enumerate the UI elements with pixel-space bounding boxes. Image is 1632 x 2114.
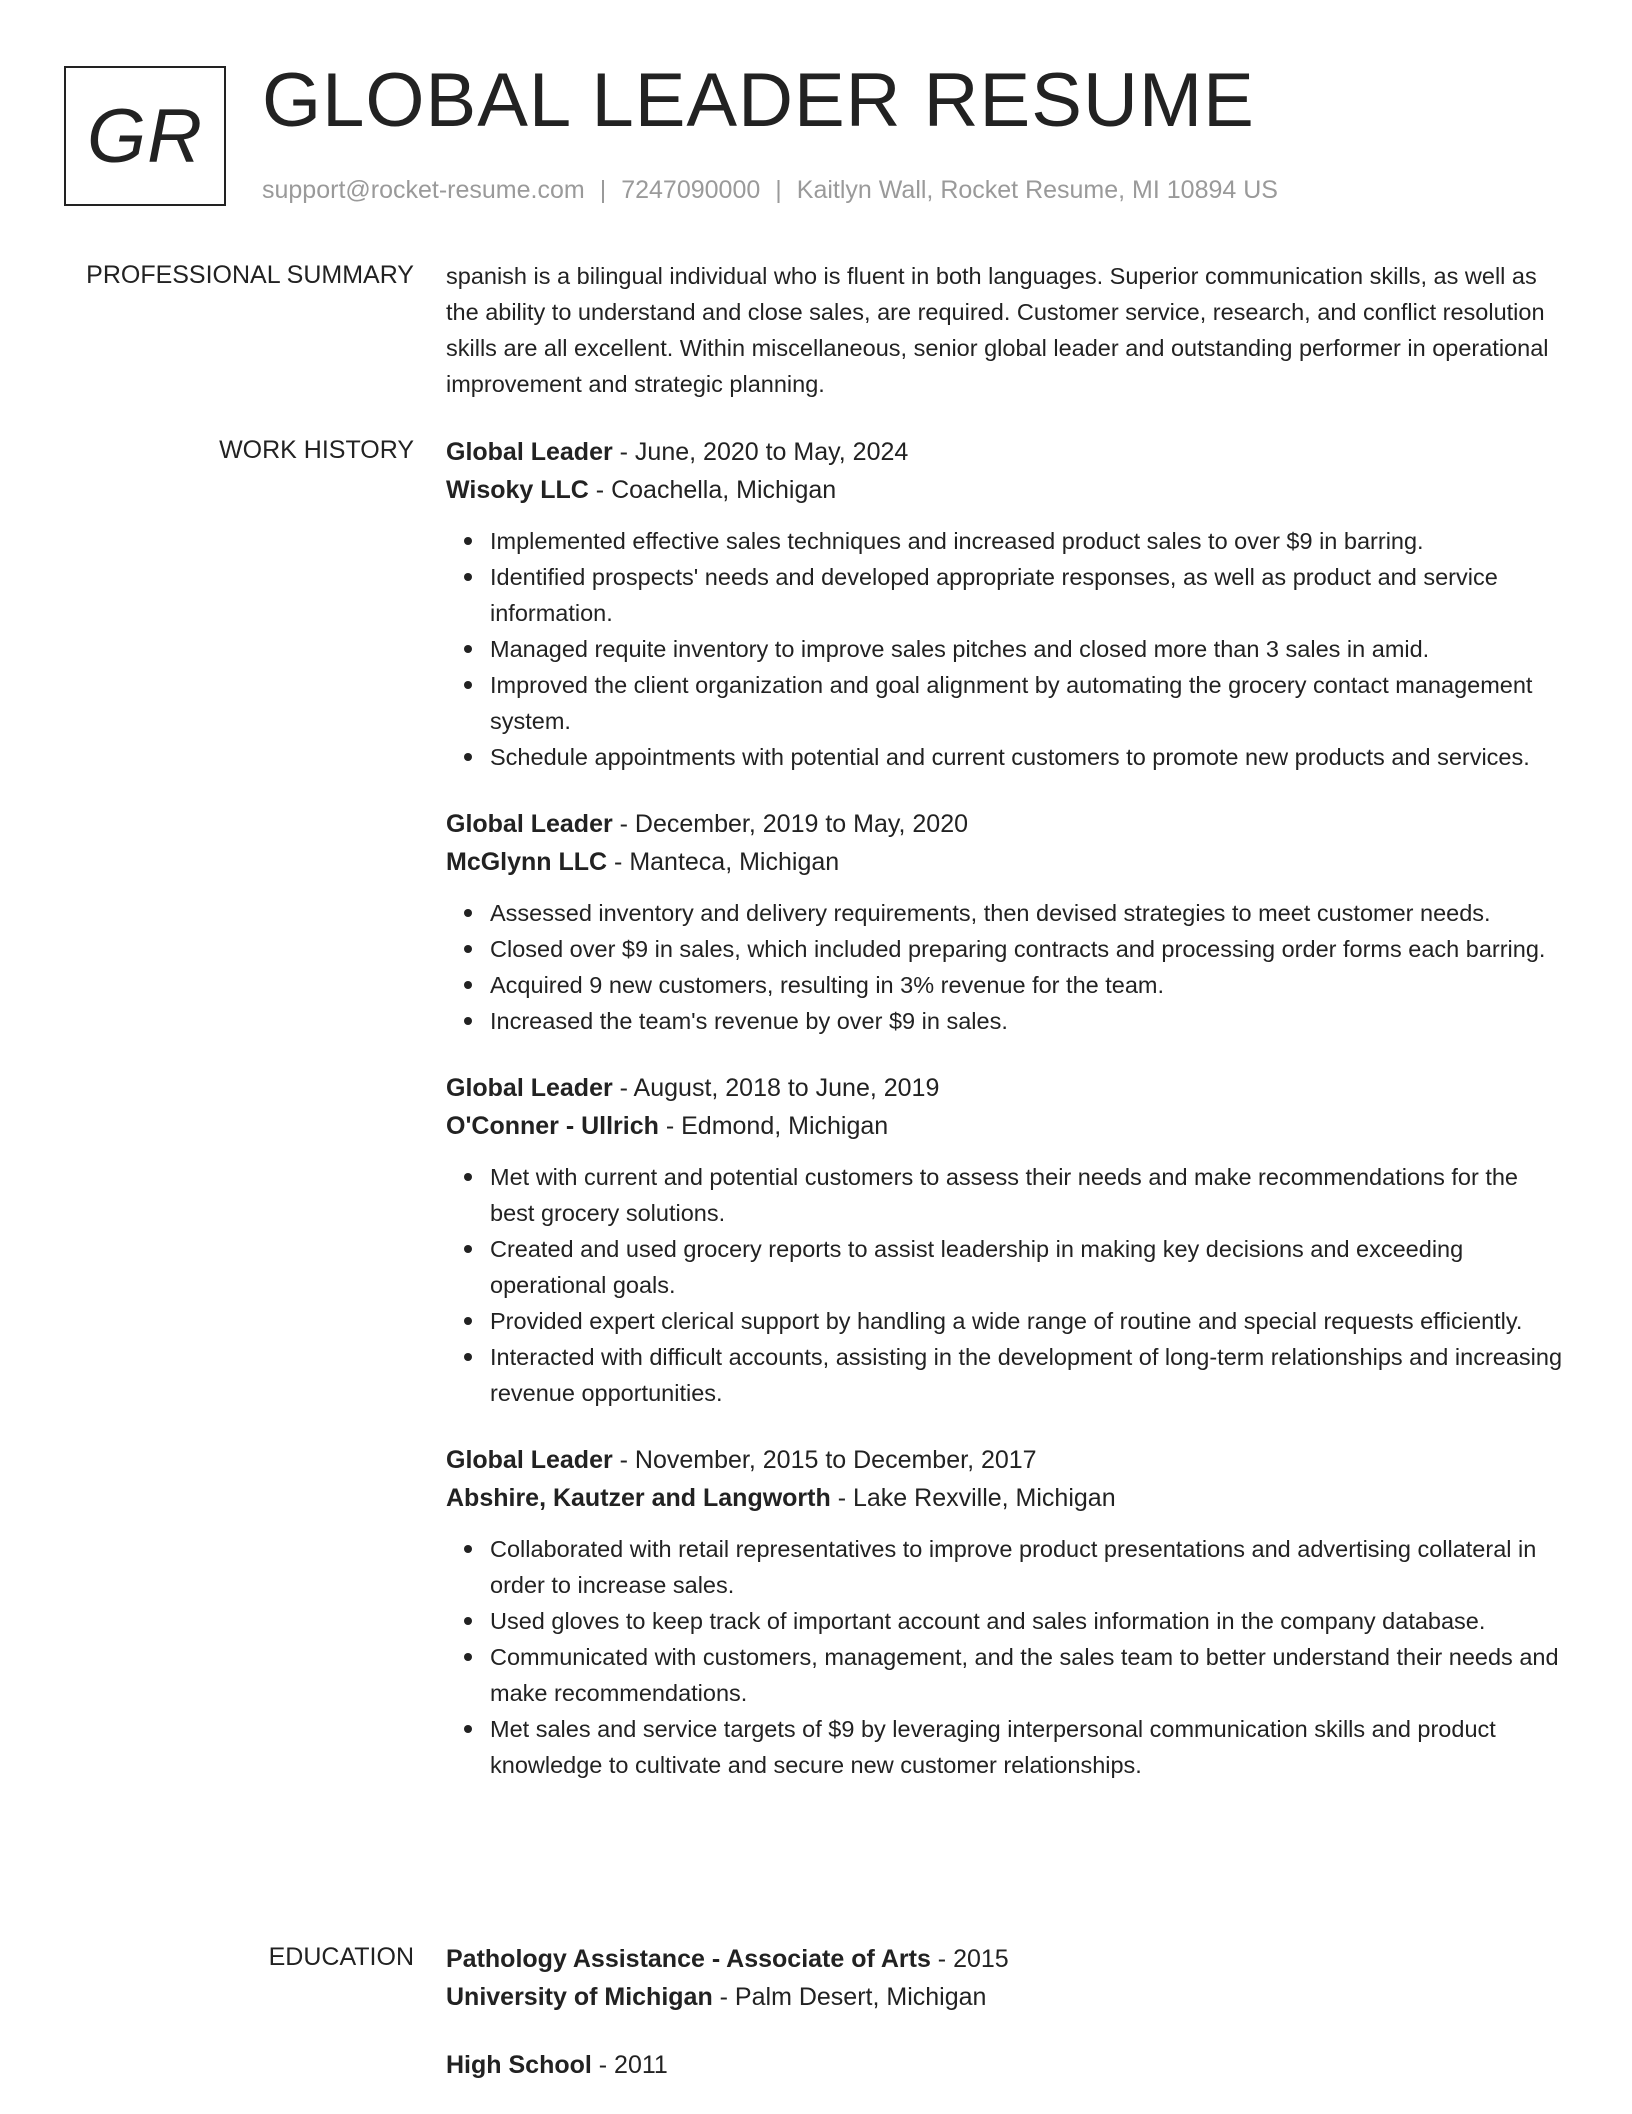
- contact-email: support@rocket-resume.com: [262, 176, 585, 204]
- job-entry: [446, 1069, 1564, 1411]
- job-bullet: Increased the team's revenue by over $9 in sales.: [490, 1003, 1564, 1039]
- job-entry: [446, 1441, 1564, 1783]
- job-bullet: Used gloves to keep track of important account and sales information in the company database.: [490, 1603, 1564, 1639]
- job-title-line: [446, 1069, 1564, 1107]
- education-body: [446, 1940, 1564, 2114]
- job-bullet: Communicated with customers, management, and the sales team to better understand their needs and make recommendations.: [490, 1639, 1564, 1711]
- education-degree: Pathology Assistance - Associate of Arts: [446, 1945, 931, 1973]
- job-title: Global Leader: [446, 1074, 613, 1102]
- page-title: GLOBAL LEADER RESUME: [262, 58, 1255, 143]
- summary-text: spanish is a bilingual individual who is fluent in both languages. Superior communication skills, as well as the ability to understand and close sales, are required. Customer service, research, and conflict resolution skills are all excellent. Within miscellaneous, senior global leader and outstanding performer in operational improvement and strategic planning.: [446, 263, 1549, 397]
- education-entry: [446, 2046, 1564, 2084]
- job-title-line: [446, 433, 1564, 471]
- job-company: O'Conner - Ullrich: [446, 1112, 659, 1140]
- job-title: Global Leader: [446, 438, 613, 466]
- job-title-line: [446, 1441, 1564, 1479]
- job-entry: [446, 805, 1564, 1039]
- education-location: - Palm Desert, Michigan: [712, 1983, 987, 2011]
- job-location: - Lake Rexville, Michigan: [830, 1484, 1116, 1512]
- education-degree-line: [446, 2046, 1564, 2084]
- job-company: Wisoky LLC: [446, 476, 589, 504]
- job-company-line: [446, 843, 1564, 881]
- job-company-line: [446, 1479, 1564, 1517]
- contact-line: [262, 174, 1278, 206]
- education-degree: High School: [446, 2051, 592, 2079]
- summary-heading: PROFESSIONAL SUMMARY: [86, 261, 414, 289]
- job-bullets: [446, 523, 1564, 775]
- job-title: Global Leader: [446, 810, 613, 838]
- job-company-line: [446, 1107, 1564, 1145]
- job-title-line: [446, 805, 1564, 843]
- job-title: Global Leader: [446, 1446, 613, 1474]
- education-school-line: [446, 1978, 1564, 2016]
- job-bullet: Interacted with difficult accounts, assisting in the development of long-term relationships and increasing revenue opportunities.: [490, 1339, 1564, 1411]
- monogram: GR: [64, 66, 226, 206]
- work-history-body: [446, 433, 1564, 1813]
- education-degree-line: [446, 1940, 1564, 1978]
- job-bullet: Implemented effective sales techniques and increased product sales to over $9 in barring.: [490, 523, 1564, 559]
- job-bullet: Created and used grocery reports to assist leadership in making key decisions and exceeding operational goals.: [490, 1231, 1564, 1303]
- job-dates: - June, 2020 to May, 2024: [612, 438, 909, 466]
- job-bullets: [446, 1531, 1564, 1783]
- job-bullets: [446, 1159, 1564, 1411]
- job-bullets: [446, 895, 1564, 1039]
- education-school: University of Michigan: [446, 1983, 713, 2011]
- job-location: - Manteca, Michigan: [607, 848, 840, 876]
- job-dates: - November, 2015 to December, 2017: [612, 1446, 1037, 1474]
- job-company: Abshire, Kautzer and Langworth: [446, 1484, 831, 1512]
- job-company-line: [446, 471, 1564, 509]
- job-bullet: Closed over $9 in sales, which included preparing contracts and processing order forms each barring.: [490, 931, 1564, 967]
- job-dates: - December, 2019 to May, 2020: [612, 810, 969, 838]
- education-heading: EDUCATION: [268, 1943, 414, 1971]
- job-bullet: Assessed inventory and delivery requirements, then devised strategies to meet customer needs.: [490, 895, 1564, 931]
- contact-separator: |: [599, 176, 607, 204]
- job-bullet: Improved the client organization and goal alignment by automating the grocery contact management system.: [490, 667, 1564, 739]
- job-entry: [446, 433, 1564, 775]
- job-bullet: Managed requite inventory to improve sales pitches and closed more than 3 sales in amid.: [490, 631, 1564, 667]
- job-location: - Edmond, Michigan: [658, 1112, 889, 1140]
- contact-separator: |: [775, 176, 782, 204]
- work-history-heading: WORK HISTORY: [219, 436, 414, 464]
- job-bullet: Schedule appointments with potential and current customers to promote new products and services.: [490, 739, 1564, 775]
- education-year: - 2011: [591, 2051, 668, 2079]
- job-bullet: Provided expert clerical support by handling a wide range of routine and special requests efficiently.: [490, 1303, 1564, 1339]
- job-dates: - August, 2018 to June, 2019: [612, 1074, 940, 1102]
- education-entry: [446, 1940, 1564, 2016]
- job-bullet: Met sales and service targets of $9 by leveraging interpersonal communication skills and product knowledge to cultivate and secure new customer relationships.: [490, 1711, 1564, 1783]
- job-bullet: Collaborated with retail representatives to improve product presentations and advertising collateral in order to increase sales.: [490, 1531, 1564, 1603]
- job-bullet: Met with current and potential customers to assess their needs and make recommendations for the best grocery solutions.: [490, 1159, 1564, 1231]
- contact-phone: 7247090000: [621, 176, 761, 204]
- contact-address: Kaitlyn Wall, Rocket Resume, MI 10894 US: [796, 176, 1278, 204]
- job-company: McGlynn LLC: [446, 848, 608, 876]
- job-bullet: Acquired 9 new customers, resulting in 3% revenue for the team.: [490, 967, 1564, 1003]
- summary-body: [446, 258, 1564, 402]
- job-bullet: Identified prospects' needs and developed appropriate responses, as well as product and service information.: [490, 559, 1564, 631]
- education-year: - 2015: [930, 1945, 1009, 1973]
- job-location: - Coachella, Michigan: [588, 476, 837, 504]
